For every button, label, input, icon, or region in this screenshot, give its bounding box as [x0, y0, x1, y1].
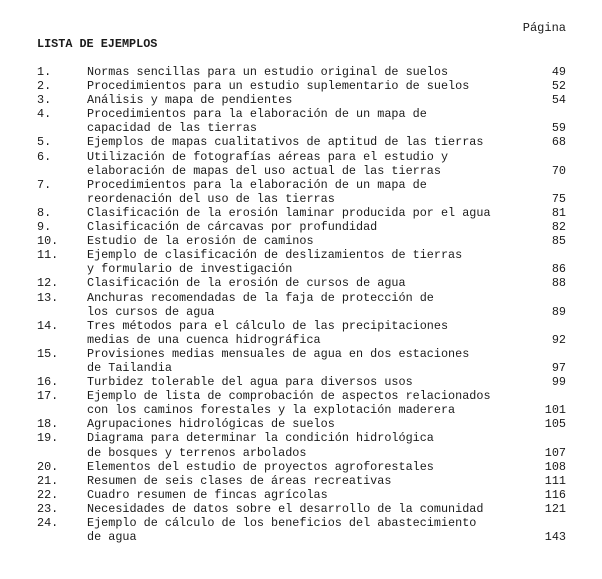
item-title-line: los cursos de agua: [87, 304, 215, 319]
item-page-number: 101: [544, 403, 566, 418]
item-title-line: Tres métodos para el cálculo de las precipitaciones: [87, 318, 449, 333]
item-title: [87, 79, 526, 93]
item-title-line: Diagrama para determinar la condición hidrológica: [87, 431, 434, 446]
item-title: [87, 375, 526, 389]
item-title-line: Análisis y mapa de pendientes: [87, 93, 293, 108]
item-title: [87, 135, 526, 149]
list-item: [37, 502, 566, 516]
item-title-line: Ejemplos de mapas cualitativos de aptitud de las tierras: [87, 135, 484, 150]
item-number: 18.: [37, 417, 59, 432]
item-title-line: Normas sencillas para un estudio original de suelos: [87, 65, 449, 79]
item-title-line: de agua: [87, 530, 137, 545]
item-number: 19.: [37, 431, 59, 446]
item-page-number: 54: [551, 93, 566, 108]
item-number: 8.: [37, 205, 52, 220]
item-number: 23.: [37, 501, 59, 516]
item-page-number: 82: [551, 220, 566, 235]
item-title-line: Estudio de la erosión de caminos: [87, 234, 314, 249]
item-page-number: 86: [551, 262, 566, 277]
item-title: [87, 220, 526, 234]
item-page-number: 89: [551, 304, 566, 319]
list-item: [37, 65, 566, 79]
item-title-line: Ejemplo de clasificación de deslizamientos de tierras: [87, 248, 463, 263]
item-page-number: 111: [544, 473, 566, 488]
list-item: [37, 248, 566, 276]
item-title-line: Procedimientos para un estudio suplementario de suelos: [87, 79, 470, 94]
item-number: 22.: [37, 487, 59, 502]
item-page-number: 107: [544, 445, 566, 460]
item-number: 10.: [37, 234, 59, 249]
item-page-number: 70: [551, 163, 566, 178]
item-page-number: 97: [551, 360, 566, 375]
item-title: [87, 417, 526, 431]
list-item: [37, 150, 566, 178]
list-item: [37, 107, 566, 135]
item-title-line: Agrupaciones hidrológicas de suelos: [87, 417, 335, 432]
item-page-number: 81: [551, 205, 566, 220]
list-item: [37, 79, 566, 93]
item-page-number: 99: [551, 375, 566, 390]
examples-list: [37, 65, 566, 544]
list-item: [37, 488, 566, 502]
item-title: [87, 516, 526, 544]
item-page-number: 88: [551, 276, 566, 291]
list-item: [37, 474, 566, 488]
item-page-number: 49: [551, 65, 566, 79]
list-item: [37, 93, 566, 107]
item-page-number: 52: [551, 79, 566, 94]
list-item: [37, 291, 566, 319]
item-title: [87, 291, 526, 319]
item-number: 21.: [37, 473, 59, 488]
item-number: 1.: [37, 65, 52, 79]
item-number: 9.: [37, 220, 52, 235]
item-number: 24.: [37, 516, 59, 530]
item-title: [87, 150, 526, 178]
item-title: [87, 276, 526, 290]
item-page-number: 143: [544, 530, 566, 545]
item-number: 11.: [37, 248, 59, 263]
item-number: 17.: [37, 389, 59, 404]
item-title: [87, 502, 526, 516]
item-title-line: Clasificación de la erosión de cursos de agua: [87, 276, 406, 291]
item-title-line: Provisiones medias mensuales de agua en dos estaciones: [87, 346, 470, 361]
list-item: [37, 389, 566, 417]
item-page-number: 105: [544, 417, 566, 432]
list-item: [37, 135, 566, 149]
item-page-number: 92: [551, 332, 566, 347]
item-title: [87, 488, 526, 502]
item-page-number: 68: [551, 135, 566, 150]
item-title: [87, 65, 526, 79]
list-item: [37, 220, 566, 234]
list-item: [37, 417, 566, 431]
item-number: 15.: [37, 346, 59, 361]
item-number: 2.: [37, 79, 52, 94]
list-item: [37, 206, 566, 220]
item-title: [87, 431, 526, 459]
item-title-line: medias de una cuenca hidrográfica: [87, 332, 321, 347]
item-title-line: capacidad de las tierras: [87, 121, 257, 136]
list-item: [37, 375, 566, 389]
item-number: 7.: [37, 177, 52, 192]
item-page-number: 85: [551, 234, 566, 249]
item-number: 14.: [37, 318, 59, 333]
list-item: [37, 431, 566, 459]
item-title-line: Ejemplo de lista de comprobación de aspectos relacionados: [87, 389, 491, 404]
item-title: [87, 234, 526, 248]
item-title: [87, 319, 526, 347]
item-number: 20.: [37, 459, 59, 474]
item-title-line: Cuadro resumen de fincas agrícolas: [87, 487, 328, 502]
item-title: [87, 206, 526, 220]
item-title-line: Procedimientos para la elaboración de un mapa de: [87, 177, 427, 192]
list-item: [37, 347, 566, 375]
item-title: [87, 389, 526, 417]
list-item: [37, 516, 566, 544]
item-title-line: de Tailandia: [87, 360, 172, 375]
item-title-line: elaboración de mapas del uso actual de las tierras: [87, 163, 441, 178]
list-title: LISTA DE EJEMPLOS: [37, 37, 158, 51]
item-title-line: Necesidades de datos sobre el desarrollo de la comunidad: [87, 501, 484, 516]
list-item: [37, 276, 566, 290]
item-title-line: Clasificación de la erosión laminar producida por el agua: [87, 205, 491, 220]
item-number: 4.: [37, 107, 52, 122]
item-title: [87, 107, 526, 135]
item-title-line: Elementos del estudio de proyectos agroforestales: [87, 459, 434, 474]
item-page-number: 121: [544, 501, 566, 516]
item-title: [87, 460, 526, 474]
item-title: [87, 347, 526, 375]
item-title: [87, 178, 526, 206]
list-item: [37, 234, 566, 248]
item-title-line: y formulario de investigación: [87, 262, 293, 277]
item-title: [87, 248, 526, 276]
item-title-line: reordenación del uso de las tierras: [87, 191, 335, 206]
item-number: 6.: [37, 149, 52, 164]
list-item: [37, 319, 566, 347]
page-column-label: Página: [522, 21, 566, 35]
list-item: [37, 178, 566, 206]
item-number: 5.: [37, 135, 52, 150]
item-title-line: Clasificación de cárcavas por profundidad: [87, 220, 378, 235]
item-page-number: 116: [544, 487, 566, 502]
item-title-line: Turbidez tolerable del agua para diversos usos: [87, 375, 413, 390]
item-title-line: Resumen de seis clases de áreas recreativas: [87, 473, 392, 488]
item-title-line: de bosques y terrenos arbolados: [87, 445, 307, 460]
item-page-number: 59: [551, 121, 566, 136]
item-title-line: con los caminos forestales y la explotación maderera: [87, 403, 456, 418]
item-title: [87, 474, 526, 488]
item-title: [87, 93, 526, 107]
item-number: 13.: [37, 290, 59, 305]
item-number: 3.: [37, 93, 52, 108]
item-number: 12.: [37, 276, 59, 291]
item-title-line: Ejemplo de cálculo de los beneficios del abastecimiento: [87, 516, 477, 530]
item-title-line: Procedimientos para la elaboración de un mapa de: [87, 107, 427, 122]
item-number: 16.: [37, 375, 59, 390]
item-page-number: 108: [544, 459, 566, 474]
item-title-line: Anchuras recomendadas de la faja de protección de: [87, 290, 434, 305]
item-page-number: 75: [551, 191, 566, 206]
item-title-line: Utilización de fotografías aéreas para el estudio y: [87, 149, 449, 164]
list-item: [37, 460, 566, 474]
